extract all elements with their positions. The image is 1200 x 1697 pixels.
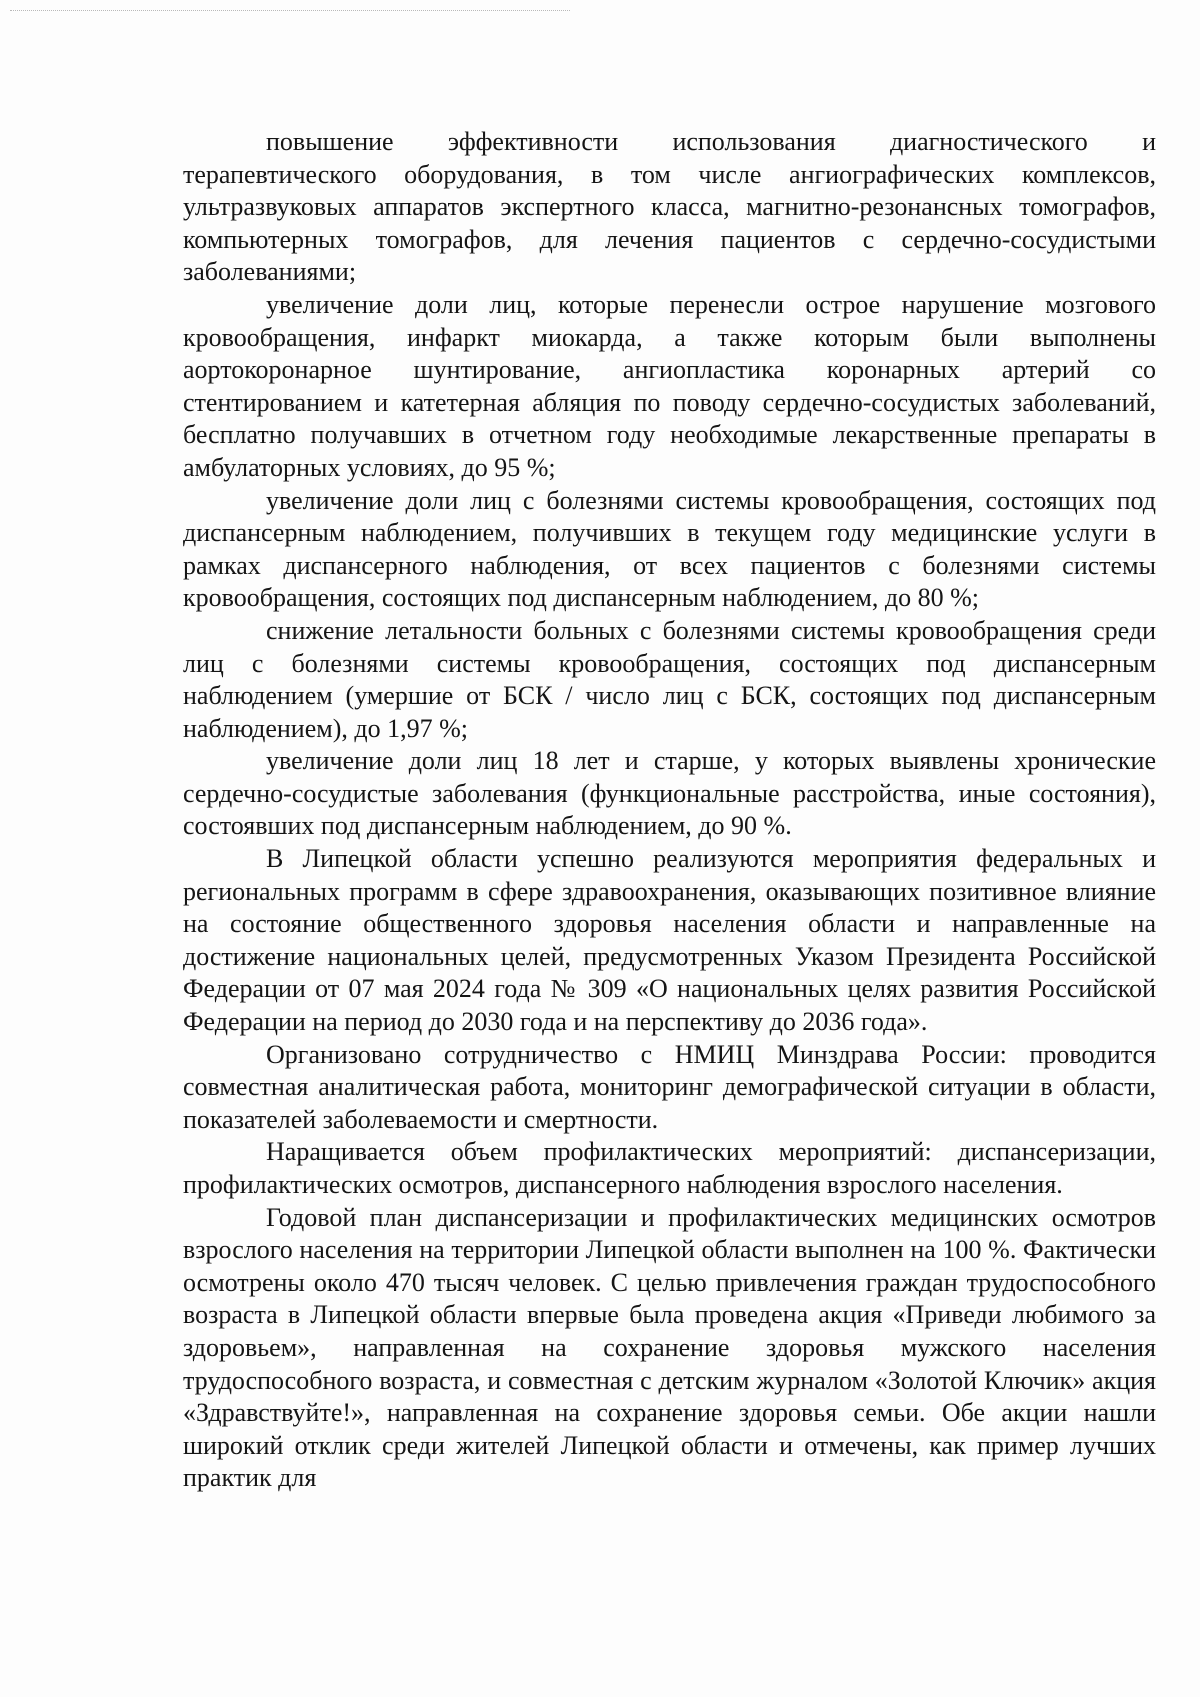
paragraph-preventive-measures: Наращивается объем профилактических мероприятий: диспансеризации, профилактических осмотров, диспансерного наблюдения взрослого населения.	[183, 1137, 1156, 1199]
scan-edge-line	[10, 10, 570, 12]
paragraph-chronic-disease-observation: увеличение доли лиц 18 лет и старше, у которых выявлены хронические сердечно-сосудистые заболевания (функциональные расстройства, иные состояния), состоявших под диспансерным наблюдением, до 90 %.	[183, 746, 1156, 841]
paragraph-regional-programs: В Липецкой области успешно реализуются мероприятия федеральных и региональных программ в сфере здравоохранения, оказывающих позитивное влияние на состояние общественного здоровья населения области и направленные на достижение национальных целей, предусмотренных Указом Президента Российской Федерации от 07 мая 2024 года № 309 «О национальных целях развития Российской Федерации на период до 2030 года и на перспективу до 2036 года».	[183, 844, 1156, 1037]
paragraph-medication-share: увеличение доли лиц, которые перенесли острое нарушение мозгового кровообращения, инфаркт миокарда, а также которым были выполнены аортокоронарное шунтирование, ангиопластика коронарных артерий со стентированием и катетерная абляция по поводу сердечно-сосудистых заболеваний, бесплатно получавших в отчетном году необходимые лекарственные препараты в амбулаторных условиях, до 95 %;	[183, 289, 1156, 482]
paragraph-annual-plan: Годовой план диспансеризации и профилактических медицинских осмотров взрослого населения на территории Липецкой области выполнен на 100 %. Фактически осмотрены около 470 тысяч человек. С целью привлечения граждан трудоспособного возраста в Липецкой области впервые была проведена акция «Приведи любимого за здоровьем», направленная на сохранение здоровья мужского населения трудоспособного возраста, и совместная с детским журналом «Золотой Ключик» акция «Здравствуйте!», направленная на сохранение здоровья семьи. Обе акции нашли широкий отклик среди жителей Липецкой области и отмечены, как пример лучших практик для	[183, 1202, 1156, 1493]
document-body	[183, 126, 1156, 1495]
paragraph-equipment-efficiency: повышение эффективности использования диагностического и терапевтического оборудования, в том числе ангиографических комплексов, ультразвуковых аппаратов экспертного класса, магнитно-резонансных томографов, компьютерных томографов, для лечения пациентов с сердечно-сосудистыми заболеваниями;	[183, 127, 1156, 287]
paragraph-nmic-cooperation: Организовано сотрудничество с НМИЦ Минздрава России: проводится совместная аналитическая работа, мониторинг демографической ситуации в области, показателей заболеваемости и смертности.	[183, 1039, 1156, 1134]
paragraph-dispensary-services: увеличение доли лиц с болезнями системы кровообращения, состоящих под диспансерным наблюдением, получивших в текущем году медицинские услуги в рамках диспансерного наблюдения, от всех пациентов с болезнями системы кровообращения, состоящих под диспансерным наблюдением, до 80 %;	[183, 485, 1156, 613]
paragraph-mortality-reduction: снижение летальности больных с болезнями системы кровообращения среди лиц с болезнями системы кровообращения, состоящих под диспансерным наблюдением (умершие от БСК / число лиц с БСК, состоящих под диспансерным наблюдением), до 1,97 %;	[183, 615, 1156, 743]
